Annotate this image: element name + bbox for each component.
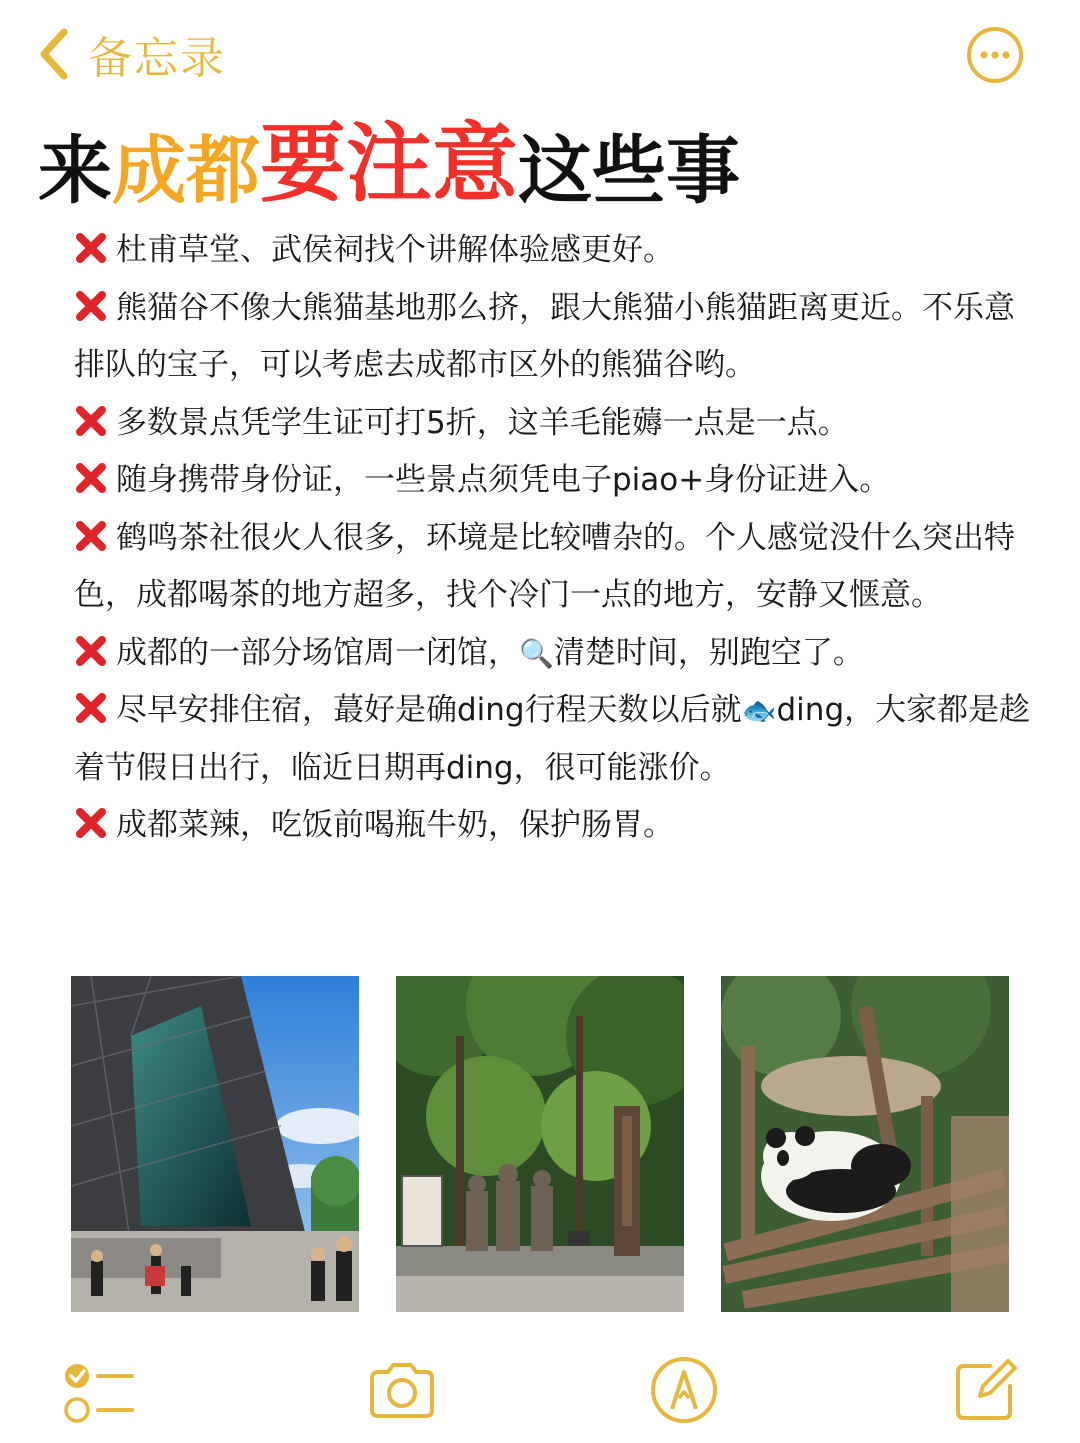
tip-text: 成都菜辣，吃饭前喝瓶牛奶，保护肠胃。 [116,807,674,843]
tip-item [74,280,1034,395]
note-body[interactable] [74,222,1034,855]
magnifier-icon: 🔍 [519,636,554,670]
tip-item [74,222,1034,280]
bottom-toolbar [0,1340,1080,1440]
museum-building-photo[interactable] [71,976,359,1312]
checklist-icon [62,1354,134,1426]
ellipsis-circle-icon [966,26,1024,84]
tip-text-before: 成都的一部分场馆周一闭馆， [116,634,519,671]
tip-text-after: 清楚时间，别跑空了。 [553,634,864,671]
tip-item [74,452,1034,510]
back-label: 备忘录 [88,33,226,84]
title-part-2: 成都 [112,128,260,214]
chevron-left-icon [34,26,74,82]
red-cross-mark-icon [74,461,108,495]
tip-text: 杜甫草堂、武侯祠找个讲解体验感更好。 [116,232,674,268]
title-part-4: 这些事 [518,128,740,214]
compose-icon [950,1354,1022,1426]
tip-item [74,682,1034,797]
markup-button[interactable] [648,1354,720,1426]
tip-text: 随身携带身份证，一些景点须凭电子piao+身份证进入。 [116,462,891,498]
tip-item [74,797,1034,855]
panda-photo[interactable] [721,976,1009,1312]
tip-item [74,510,1034,625]
red-cross-mark-icon [74,519,108,553]
red-cross-mark-icon [74,404,108,438]
tip-text-after: ding，大家都是趁着节假日出行，临近日期再ding，很可能涨价。 [74,692,1031,786]
top-navigation-bar [0,0,1080,110]
more-options-button[interactable] [966,26,1024,84]
title-part-1: 来 [38,128,112,214]
tip-item [74,625,1034,683]
checklist-button[interactable] [62,1354,134,1426]
red-cross-mark-icon [74,691,108,725]
fish-icon: 🐟 [741,694,777,727]
tip-text: 多数景点凭学生证可打5折，这羊毛能薅一点是一点。 [116,404,849,441]
camera-button[interactable] [366,1354,438,1426]
tip-text-before: 尽早安排住宿，蕞好是确ding行程天数以后就 [116,692,742,728]
pen-markup-icon [648,1354,720,1426]
tip-item [74,395,1034,453]
photo-gallery [71,976,1009,1312]
note-title [38,114,740,218]
title-part-3: 要注意 [260,114,518,214]
red-cross-mark-icon [74,231,108,265]
tip-text: 鹤鸣茶社很火人很多，环境是比较嘈杂的。个人感觉没什么突出特色，成都喝茶的地方超多，找个冷门一点的地方，安静又惬意。 [74,519,1015,613]
red-cross-mark-icon [74,289,108,323]
red-cross-mark-icon [74,806,108,840]
back-button[interactable] [34,24,226,84]
camera-icon [366,1354,438,1426]
park-statues-photo[interactable] [396,976,684,1312]
red-cross-mark-icon [74,634,108,668]
compose-button[interactable] [950,1354,1022,1426]
tip-text: 熊猫谷不像大熊猫基地那么挤，跟大熊猫小熊猫距离更近。不乐意排队的宝子，可以考虑去成都市区外的熊猫谷哟。 [74,289,1015,383]
